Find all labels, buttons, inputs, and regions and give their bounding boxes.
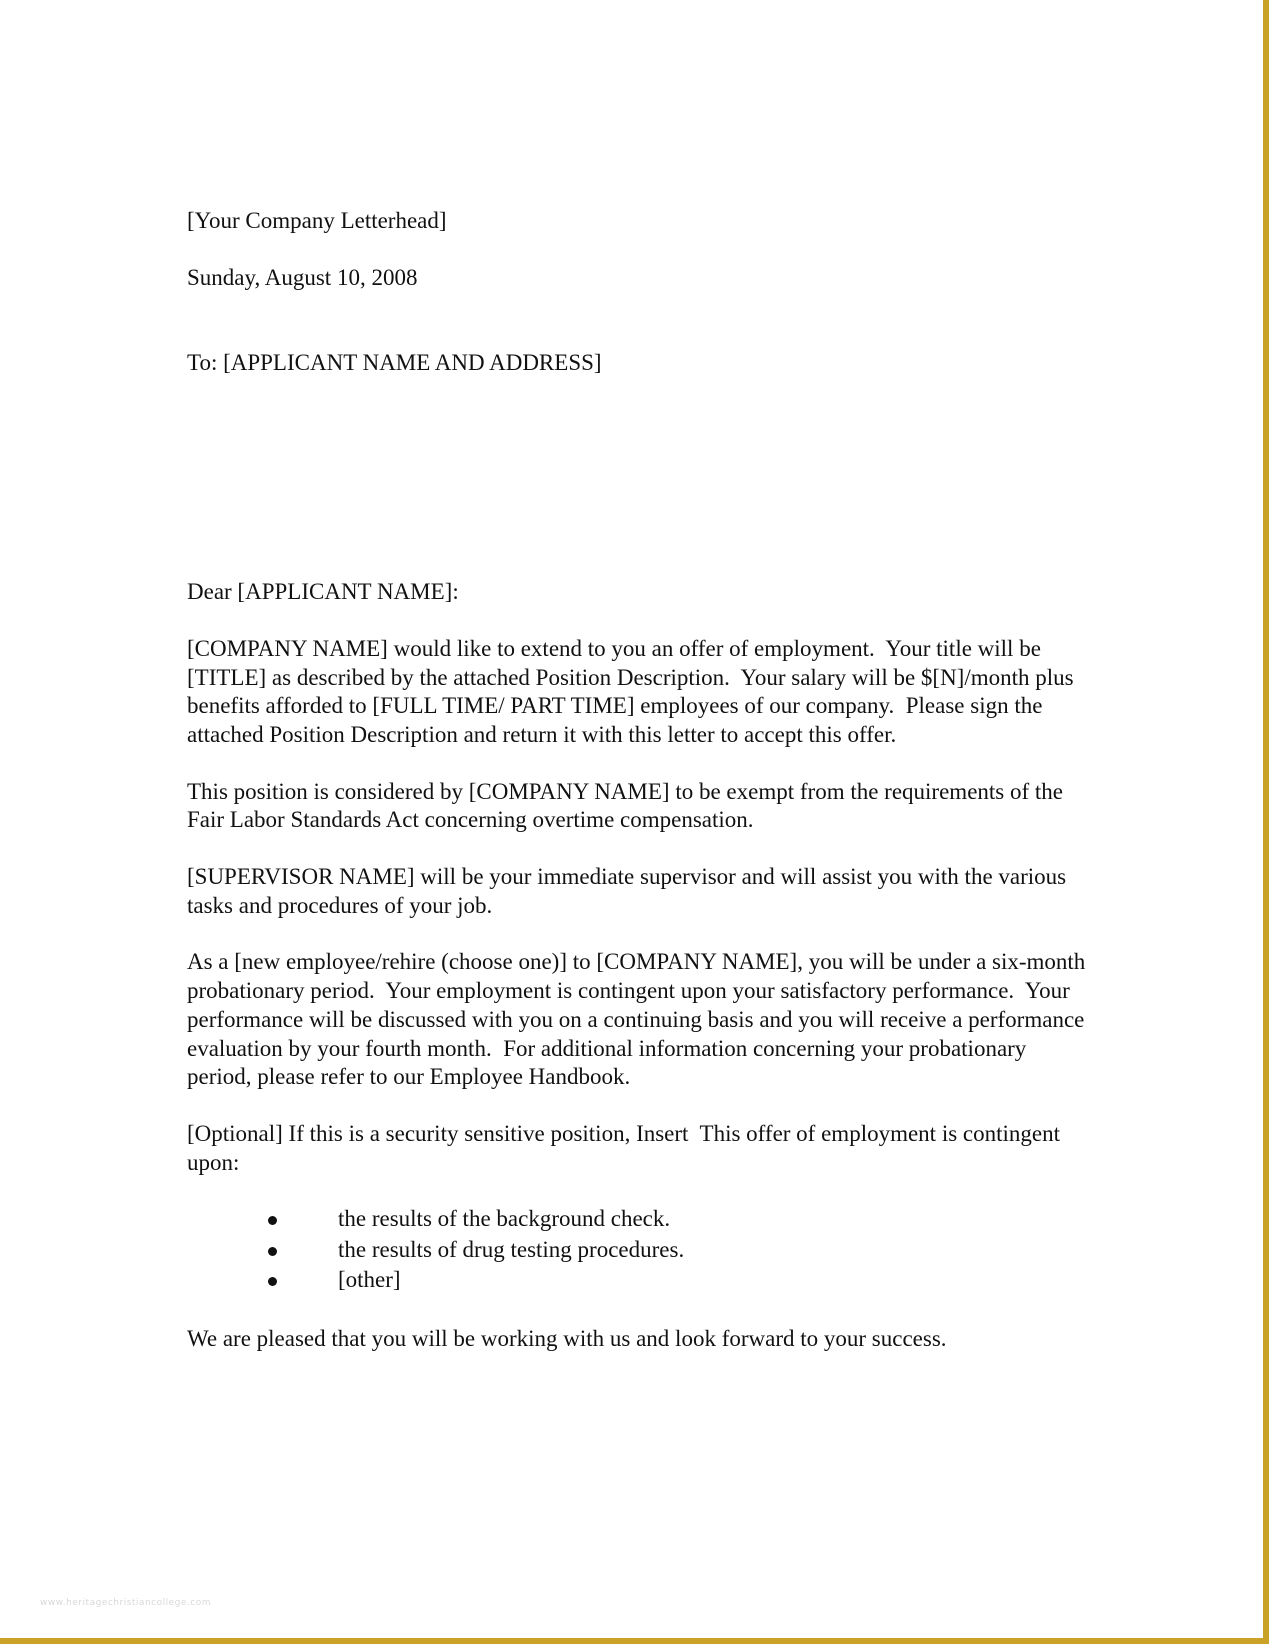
list-item-text: the results of drug testing procedures. <box>338 1236 685 1262</box>
paragraph-offer: [COMPANY NAME] would like to extend to you an offer of employment. Your title will be [TITLE] as described by the attached Position Description. Your salary will be $[N]/month plus benefits afforded to [FULL TIME/ PART TIME] employees of our company. Please sign the attached Position Description and return it with this letter to accept this offer. <box>187 635 1080 747</box>
letterhead: [Your Company Letterhead] <box>187 208 447 233</box>
recipient-line: To: [APPLICANT NAME AND ADDRESS] <box>187 350 602 376</box>
offer-letter <box>187 207 1092 1382</box>
bullet-icon <box>268 1247 277 1256</box>
list-item <box>187 1205 1087 1236</box>
closing-line: We are pleased that you will be working with us and look forward to your success. <box>187 1325 947 1351</box>
letter-date: Sunday, August 10, 2008 <box>187 264 418 290</box>
list-item-text: [other] <box>338 1267 401 1293</box>
contingency-list <box>187 1205 1087 1297</box>
paragraph-supervisor: [SUPERVISOR NAME] will be your immediate supervisor and will assist you with the various tasks and procedures of your job. <box>187 864 1072 918</box>
list-item <box>187 1236 1087 1267</box>
paragraph-optional: [Optional] If this is a security sensitive position, Insert This offer of employment is contingent upon: <box>187 1120 1066 1175</box>
paragraph-probation: As a [new employee/rehire (choose one)] to [COMPANY NAME], you will be under a six-month probationary period. Your employment is contingent upon your satisfactory performance. Your performance will be discussed with you on a continuing basis and you will receive a performance evaluation by your fourth month. For additional information concerning your probationary period, please refer to our Employee Handbook. <box>187 949 1092 1090</box>
bullet-icon <box>268 1216 277 1225</box>
bullet-icon <box>268 1277 277 1286</box>
list-item <box>187 1266 1087 1297</box>
paragraph-exempt: This position is considered by [COMPANY NAME] to be exempt from the requirements of the Fair Labor Standards Act concerning overtime compensation. <box>187 778 1069 833</box>
greeting: Dear [APPLICANT NAME]: <box>187 579 459 605</box>
list-item-text: the results of the background check. <box>338 1206 671 1232</box>
watermark: www.heritagechristiancollege.com <box>40 1598 211 1608</box>
